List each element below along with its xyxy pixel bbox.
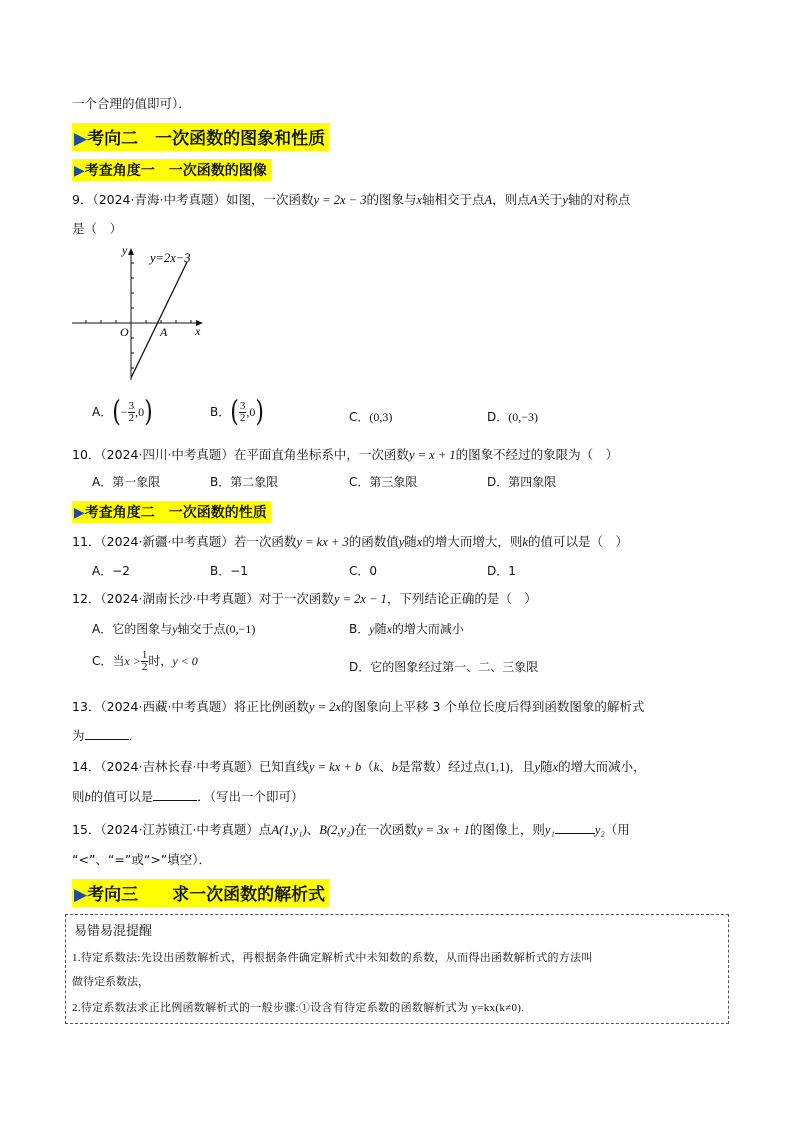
origin-label: O [120,325,129,339]
math-expression: y = 3x + 1 [416,823,470,837]
tip-paragraph-2: 2.待定系数法求正比例函数解析式的一般步骤:①设含有待定系数的函数解析式为 y=kx(k≠0). [72,1002,525,1014]
option-d[interactable]: D．第四象限 [487,475,557,489]
option-text: 轴交于点 [177,622,226,636]
tip-paragraph-1: 1.待定系数法:先设出函数解析式，再根据条件确定解析式中未知数的系数，从而得出函数解析式的方法叫 [72,952,593,964]
question-text: ，下列结论正确的是（ ） [386,591,537,606]
question-number: 11． [72,534,101,549]
question-text: 轴的对称点 [567,192,631,207]
option-a[interactable]: A．第一象限 [92,475,161,489]
math-var: x [386,622,392,636]
question-text: 若一次函数 [233,534,297,549]
option-a[interactable]: A．(− $\frac{3}{2}$ ,0) [92,396,153,429]
fraction [128,401,136,424]
question-text: 已知直线 [258,759,309,774]
option-text: 的增大而减小 [391,622,464,636]
option-text: 时， [148,654,173,668]
question-13-line2 [72,726,141,744]
triangle-marker-icon: ▶ [74,505,85,521]
question-text: 关于 [537,192,563,207]
fraction-numerator: 3 [239,400,246,412]
math-var: b [391,760,399,774]
subsection-heading-1 [72,159,271,181]
question-11 [72,532,628,550]
math-point: A [529,193,538,207]
math-var: y₂ [594,823,605,837]
math-point: (0,−1) [225,622,256,636]
option-rest: ,0 [135,405,145,419]
y-axis-arrow-icon [128,248,134,255]
option-a[interactable] [92,620,255,637]
question-text: 的图象不经过的象限为（ ） [455,447,619,462]
answer-blank[interactable] [555,821,595,834]
fraction-denominator: 2 [128,412,135,424]
option-text: 随 [374,622,387,636]
option-b[interactable]: B．−1 [210,564,248,578]
option-sign: − [120,405,128,419]
question-text: ． [128,728,142,743]
math-point: (1,1) [485,760,510,774]
section-heading-2 [72,123,329,151]
triangle-marker-icon: ▶ [74,885,88,905]
question-text: 如图，一次函数 [225,192,314,207]
math-var: y [172,622,178,636]
option-d[interactable]: D．它的图象经过第一、二、三象限 [349,660,539,674]
option-a[interactable]: A．−2 [92,564,130,578]
math-expression: y = kx + 3 [296,535,349,549]
math-expression: y = 2x − 1 [333,592,387,606]
math-expression: y = x + 1 [408,448,456,462]
math-var: k [522,535,528,549]
question-9-line2: 是（ ） [72,221,123,236]
option-b[interactable] [349,620,464,637]
question-9 [72,190,630,208]
question-source: （2024·四川·中考真题） [100,447,234,462]
math-expression: y = 2x [308,700,341,714]
point-a-label: A [160,325,168,339]
math-var: x [416,193,423,207]
option-value: (0,3) [369,410,393,424]
fraction-numerator: 1 [141,649,148,661]
fraction-denominator: 2 [239,412,246,424]
question-number: 9． [72,192,93,207]
question-10 [72,445,618,463]
math-point: A(1,y₁) [271,823,307,837]
question-text: 、 [306,822,320,837]
question-text: 随 [404,534,417,549]
function-graph [70,240,210,385]
question-text: （用 [604,822,630,837]
question-text: 、 [379,759,392,774]
answer-blank[interactable] [153,788,197,801]
math-var: x > [124,654,141,668]
math-point: A [484,193,493,207]
question-text: 则 [72,789,85,804]
question-text: 的增大而减小， [558,759,646,774]
option-d[interactable]: D．1 [487,564,516,578]
section-title: 考向二 一次函数的图象和性质 [87,129,326,149]
math-expression: y = 2x − 3 [313,193,367,207]
option-c[interactable]: C．0 [349,564,378,578]
section-title: 考向三 求一次函数的解析式 [87,885,326,905]
question-14 [72,757,646,775]
question-15 [72,820,630,838]
x-axis-label: x [195,324,201,338]
math-expression: y = kx + b [308,760,362,774]
question-text: 将正比例函数 [233,699,309,714]
question-text: 的函数值 [348,534,399,549]
option-text: A．它的图象与 [92,622,173,636]
option-value: (0,−3) [508,410,539,424]
question-text: 为 [72,728,85,743]
tip-title: 易错易混提醒 [74,924,153,939]
answer-blank[interactable] [85,727,129,740]
subsection-heading-2 [72,501,271,523]
math-var: y₁ [544,823,555,837]
option-key: D． [487,410,509,424]
math-expression: y < 0 [172,654,198,668]
question-text: 的图象向上平移 3 个单位长度后得到函数图象的解析式 [340,699,645,714]
option-d[interactable] [487,408,538,425]
question-number: 14． [72,759,101,774]
question-text: 的增大而增大，则 [422,534,523,549]
option-rest: ,0 [246,405,256,419]
question-text: 是常数）经过点 [398,759,486,774]
option-b[interactable]: B．第二象限 [210,475,279,489]
question-text: 对于一次函数 [258,591,334,606]
math-var: x [552,760,559,774]
question-text: 轴相交于点 [422,192,485,207]
question-number: 13． [72,699,101,714]
fraction-denominator: 2 [141,661,148,673]
question-text: 的图象与 [366,192,417,207]
question-number: 12． [72,591,101,606]
question-text: 的图像上，则 [469,822,545,837]
option-c[interactable]: C．第三象限 [349,475,418,489]
question-source: （2024·吉林长春·中考真题） [100,759,259,774]
math-var: k [373,760,380,774]
tip-box [65,914,729,1024]
question-text: 在平面直角坐标系中，一次函数 [233,447,409,462]
question-text: 在一次函数 [354,822,417,837]
question-source: （2024·青海·中考真题） [92,192,226,207]
fraction-numerator: 3 [128,400,135,412]
option-text: C．当 [92,654,125,668]
question-text: ，且 [509,759,535,774]
question-text: ．（写出一个即可） [197,789,304,804]
question-number: 10． [72,447,101,462]
option-c[interactable] [349,408,392,425]
section-heading-3 [72,879,329,907]
question-12 [72,589,537,607]
math-var: y [534,760,541,774]
continuation-line: 一个合理的值即可）． [72,96,191,111]
question-14-line2 [72,787,304,805]
option-key: B． [210,405,231,419]
question-source: （2024·江苏镇江·中考真题） [100,822,259,837]
question-source: （2024·湖南长沙·中考真题） [100,591,259,606]
subsection-title: 考查角度一 一次函数的图像 [84,163,267,179]
option-c[interactable] [92,650,198,673]
math-var: y [398,535,405,549]
question-text: 随 [540,759,553,774]
tip-paragraph-1b: 做待定系数法， [72,976,149,988]
question-13 [72,697,644,715]
y-axis-label: y [122,243,128,257]
question-text: （ [361,759,374,774]
subsection-title: 考查角度二 一次函数的性质 [84,505,267,521]
triangle-marker-icon: ▶ [74,129,88,149]
question-source: （2024·新疆·中考真题） [100,534,234,549]
question-source: （2024·西藏·中考真题） [100,699,234,714]
option-text: B． [349,622,370,636]
math-var: b [84,790,91,804]
question-number: 15． [72,822,101,837]
triangle-marker-icon: ▶ [74,163,85,179]
math-var: y [562,193,568,207]
question-text: ，则点 [492,192,530,207]
math-point: B(2,y₂) [319,823,355,837]
option-key: A． [92,405,113,419]
question-text: 点 [258,822,272,837]
option-key: C． [349,410,370,424]
math-var: x [416,535,423,549]
question-15-line2: “<”、“=”或“>”填空）． [72,852,212,867]
math-var: y [369,622,375,636]
option-b[interactable]: B．( $\frac{3}{2}$ ,0) [210,396,264,429]
function-line [131,262,187,378]
line-label: y=2x−3 [150,251,191,265]
question-text: 的值可以是（ ） [527,534,628,549]
question-text: 的值可以是 [90,789,154,804]
